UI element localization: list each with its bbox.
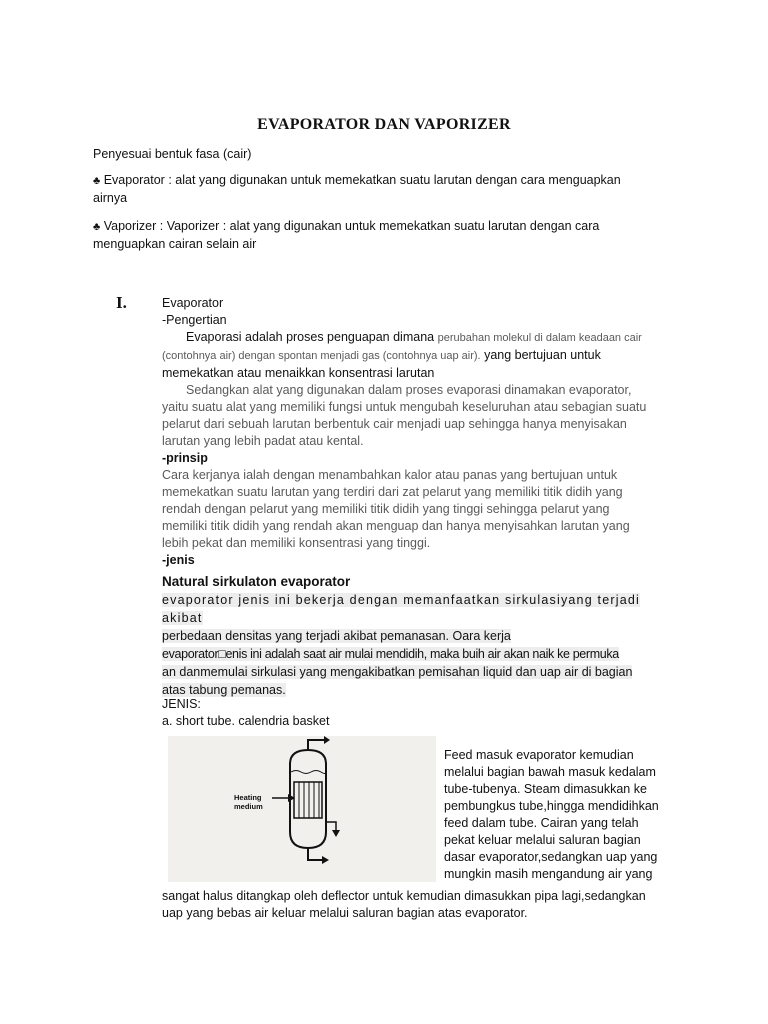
heating-label: Heating <box>234 793 262 802</box>
section-number: I. <box>116 293 127 312</box>
paragraph-line: mungkin masih mengandung air yang <box>444 867 653 881</box>
paragraph-line: lebih pekat dan memiliki konsentrasi yang tinggi. <box>162 536 431 550</box>
bullet-text-line: Vaporizer : Vaporizer : alat yang digunakan untuk memekatkan suatu larutan dengan cara <box>103 219 600 233</box>
paragraph-line: perbedaan densitas yang terjadi akibat pemanasan. Oara kerja <box>162 629 511 643</box>
pengertian-lead: Evaporasi adalah proses penguapan dimana <box>186 330 435 344</box>
intro-line: Penyesuai bentuk fasa (cair) <box>93 147 252 161</box>
paragraph-line: rendah dengan pelarut yang memiliki titik didih yang tinggi sehingga pelarut yang <box>162 502 610 516</box>
pengertian-paragraph-2 <box>162 382 682 450</box>
jenis-label: -jenis <box>162 553 195 567</box>
pengertian-tail: memekatkan atau menaikkan konsentrasi larutan <box>162 366 435 380</box>
paragraph-line: uap yang bebas air keluar melalui saluran bagian atas evaporator. <box>162 906 528 920</box>
paragraph-line: pekat keluar melalui saluran bagian <box>444 833 641 847</box>
paragraph-line: larutan yang lebih padat atau kental. <box>162 434 364 448</box>
paragraph-line: pelarut dari sebuah larutan berbentuk cair menjadi uap sehingga hanya menyisakan <box>162 417 627 431</box>
paragraph-line: an danmemulai sirkulasi yang mengakibatkan pemisahan liquid dan uap air di bagian <box>162 665 633 679</box>
vapor-outlet-pipe <box>308 740 324 750</box>
jenis-caps: JENIS: <box>162 697 201 711</box>
closing-paragraph <box>162 888 702 922</box>
calandria-evaporator-figure <box>168 736 436 882</box>
paragraph-line: pembungkus tube,hingga mendidihkan <box>444 799 659 813</box>
calandria-tube-bundle <box>294 782 322 818</box>
item-a: a. short tube. calendria basket <box>162 714 330 728</box>
bullet-text-line: airnya <box>93 191 128 205</box>
section-heading: Evaporator <box>162 296 224 310</box>
natural-paragraph <box>162 591 682 699</box>
paragraph-line: sangat halus ditangkap oleh deflector untuk kemudian dimasukkan pipa lagi,sedangkan <box>162 889 646 903</box>
prinsip-paragraph <box>162 467 682 552</box>
natural-heading: Natural sirkulaton evaporator <box>162 574 351 589</box>
pengertian-tail: yang bertujuan untuk <box>484 348 601 362</box>
medium-label: medium <box>234 802 263 811</box>
paragraph-line: yaitu suatu alat yang memiliki fungsi untuk mengubah keseluruhan atau sebagian suatu <box>162 400 647 414</box>
prinsip-label: -prinsip <box>162 451 208 465</box>
section-evaporator <box>162 295 682 569</box>
liquid-surface <box>291 771 326 774</box>
club-bullet-icon: ♣ <box>93 175 101 187</box>
paragraph-line: feed dalam tube. Cairan yang telah <box>444 816 639 830</box>
bullet-text-line: menguapkan cairan selain air <box>93 237 257 251</box>
bullet-text-line: Evaporator : alat yang digunakan untuk memekatkan suatu larutan dengan cara menguapkan <box>103 173 621 187</box>
condensate-outlet-arrow <box>332 830 340 837</box>
vapor-outlet-arrow <box>324 736 330 744</box>
paragraph-line: Sedangkan alat yang digunakan dalam proses evaporasi dinamakan evaporator, <box>186 383 632 397</box>
paragraph-line: memiliki titik didih yang rendah akan menguap dan hanya menyisahkan larutan yang <box>162 519 630 533</box>
bullet-vaporizer <box>93 218 693 253</box>
paragraph-line: evaporator□enis ini adalah saat air mulai mendidih, maka buih air akan naik ke permuka <box>162 647 619 661</box>
pengertian-label: -Pengertian <box>162 313 227 327</box>
paragraph-line: dasar evaporator,sedangkan uap yang <box>444 850 658 864</box>
paragraph-line: Feed masuk evaporator kemudian <box>444 748 634 762</box>
paragraph-line: memekatkan suatu larutan yang terdiri dari zat pelarut yang memiliki titik didih yang <box>162 485 623 499</box>
paragraph-line: evaporator jenis ini bekerja dengan memanfaatkan sirkulasiyang terjadi akibat <box>162 593 640 625</box>
page-title: EVAPORATOR DAN VAPORIZER <box>257 116 511 133</box>
paragraph-line: atas tabung pemanas. <box>162 683 286 697</box>
paragraph-line: tube-tubenya. Steam dimasukkan ke <box>444 782 647 796</box>
product-outlet-arrow <box>322 856 329 864</box>
paragraph-line: Cara kerjanya ialah dengan menambahkan kalor atau panas yang bertujuan untuk <box>162 468 618 482</box>
vessel-shell <box>290 750 326 848</box>
paragraph-line: melalui bagian bawah masuk kedalam <box>444 765 656 779</box>
pengertian-gray: (contohnya air) dengan spontan menjadi gas (contohnya uap air). <box>162 350 481 362</box>
pengertian-gray: perubahan molekul di dalam keadaan cair <box>437 332 642 344</box>
feed-paragraph <box>444 747 704 883</box>
club-bullet-icon: ♣ <box>93 221 101 233</box>
bullet-evaporator <box>93 172 693 207</box>
product-outlet-pipe <box>308 848 324 860</box>
evaporator-diagram <box>168 736 436 882</box>
